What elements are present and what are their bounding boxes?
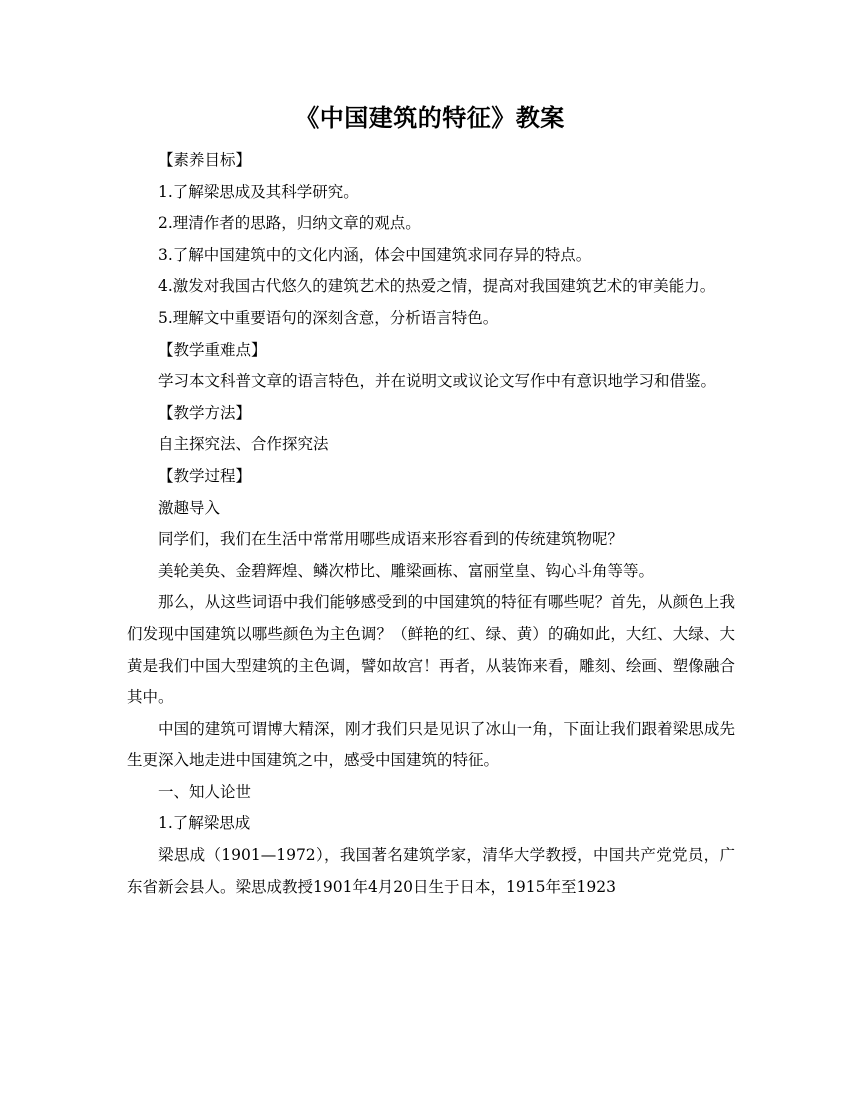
subheading: 一、知人论世: [158, 782, 252, 801]
body-paragraph: 同学们，我们在生活中常常用哪些成语来形容看到的传统建筑物呢？: [158, 530, 624, 549]
subheading: 激趣导入: [158, 498, 221, 517]
section-heading-process: 【教学过程】: [158, 466, 252, 485]
body-paragraph: 美轮美奂、金碧辉煌、鳞次栉比、雕梁画栋、富丽堂皇、钩心斗角等等。: [158, 561, 655, 580]
goal-item: 4.激发对我国古代悠久的建筑艺术的热爱之情，提高对我国建筑艺术的审美能力。: [158, 277, 716, 296]
body-paragraph: 梁思成（1901—1972），我国著名建筑学家，清华大学教授，中国共产党党员，广东省新会县人。梁思成教授1901年4月20日生于日本，1915年至1923: [127, 846, 735, 896]
section-heading-key-points: 【教学重难点】: [158, 340, 267, 359]
body-paragraph: 中国的建筑可谓博大精深，刚才我们只是见识了冰山一角，下面让我们跟着梁思成先生更深入地走进中国建筑之中，感受中国建筑的特征。: [127, 719, 735, 770]
subheading: 1.了解梁思成: [158, 814, 251, 833]
goal-item: 5.理解文中重要语句的深刻含意，分析语言特色。: [158, 308, 499, 327]
document-title: 《中国建筑的特征》教案: [295, 103, 565, 132]
body-paragraph: 自主探究法、合作探究法: [158, 435, 329, 454]
goal-item: 2.理清作者的思路，归纳文章的观点。: [158, 214, 421, 233]
goal-item: 3.了解中国建筑中的文化内涵，体会中国建筑求同存异的特点。: [158, 245, 592, 264]
body-paragraph: 学习本文科普文章的语言特色，并在说明文或议论文写作中有意识地学习和借鉴。: [158, 372, 717, 391]
section-heading-goals: 【素养目标】: [158, 151, 252, 169]
body-paragraph: 那么，从这些词语中我们能够感受到的中国建筑的特征有哪些呢？首先，从颜色上我们发现中国建筑以哪些颜色为主色调？（鲜艳的红、绿、黄）的确如此，大红、大绿、大黄是我们中国大型建筑的主色调，譬如故宫！再者，从装饰来看，雕刻、绘画、塑像融合其中。: [127, 593, 735, 707]
document-body: [127, 145, 735, 903]
goal-item: 1.了解梁思成及其科学研究。: [158, 182, 359, 201]
section-heading-methods: 【教学方法】: [158, 403, 252, 422]
